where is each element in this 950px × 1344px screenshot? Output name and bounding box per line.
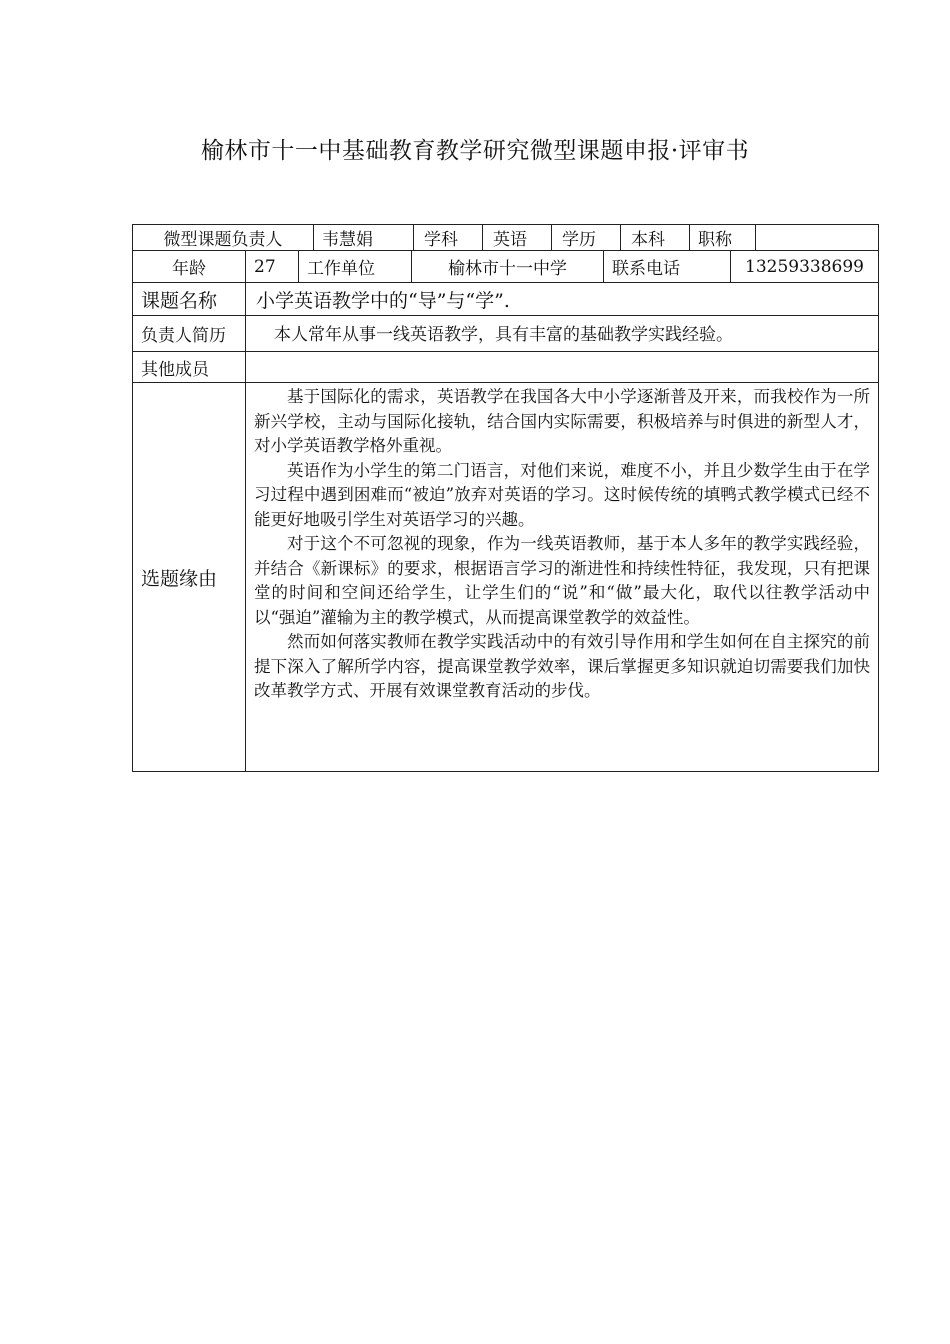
title-label: 职称 <box>690 225 756 250</box>
leader-value: 韦慧娟 <box>314 225 414 250</box>
row-resume <box>132 316 879 352</box>
education-label: 学历 <box>552 225 621 250</box>
subject-value: 英语 <box>483 225 552 250</box>
phone-label: 联系电话 <box>604 251 731 282</box>
row-topic <box>132 283 879 316</box>
phone-value: 13259338699 <box>745 256 864 277</box>
document-title: 榆林市十一中基础教育教学研究微型课题申报·评审书 <box>200 138 750 164</box>
leader-label: 微型课题负责人 <box>133 225 314 250</box>
resume-label: 负责人简历 <box>133 316 246 351</box>
row-age-work <box>132 251 879 283</box>
application-form-table <box>132 224 879 772</box>
reason-paragraph-2: 英语作为小学生的第二门语言，对他们来说，难度不小，并且少数学生由于在学习过程中遇到困难而“被迫”放弃对英语的学习。这时候传统的填鸭式教学模式已经不能更好地吸引学生对英语学习的兴趣。 <box>254 460 870 529</box>
reason-paragraph-3: 对于这个不可忽视的现象，作为一线英语教师，基于本人多年的教学实践经验，并结合《新课标》的要求，根据语言学习的渐进性和持续性特征，我发现，只有把课堂的时间和空间还给学生，让学生们的“说”和“做”最大化，取代以往教学活动中以“强迫”灌输为主的教学模式，从而提高课堂教学的效益性。 <box>254 534 870 627</box>
subject-label: 学科 <box>414 225 483 250</box>
reason-paragraph-4: 然而如何落实教师在教学实践活动中的有效引导作用和学生如何在自主探究的前提下深入了解所学内容，提高课堂教学效率，课后掌握更多知识就迫切需要我们加快改革教学方式、开展有效课堂教育活动的步伐。 <box>254 632 870 700</box>
members-value <box>246 352 878 382</box>
work-unit-label: 工作单位 <box>299 251 412 282</box>
members-label: 其他成员 <box>133 352 246 382</box>
work-unit-value: 榆林市十一中学 <box>412 251 604 282</box>
topic-value: 小学英语教学中的“导”与“学”. <box>256 289 510 312</box>
age-label: 年龄 <box>133 251 246 282</box>
resume-value: 本人常年从事一线英语教学，具有丰富的基础教学实践经验。 <box>274 325 733 345</box>
row-members <box>132 352 879 383</box>
topic-label: 课题名称 <box>133 283 246 315</box>
row-topic-reason <box>132 383 879 772</box>
reason-text <box>246 383 878 704</box>
title-value <box>756 225 878 250</box>
education-value: 本科 <box>621 225 690 250</box>
reason-paragraph-1: 基于国际化的需求，英语教学在我国各大中小学逐渐普及开来，而我校作为一所新兴学校，主动与国际化接轨，结合国内实际需要，积极培养与时俱进的新型人才，对小学英语教学格外重视。 <box>254 387 870 455</box>
reason-label: 选题缘由 <box>133 383 246 771</box>
age-value: 27 <box>246 251 299 282</box>
row-leader-info <box>132 224 879 251</box>
